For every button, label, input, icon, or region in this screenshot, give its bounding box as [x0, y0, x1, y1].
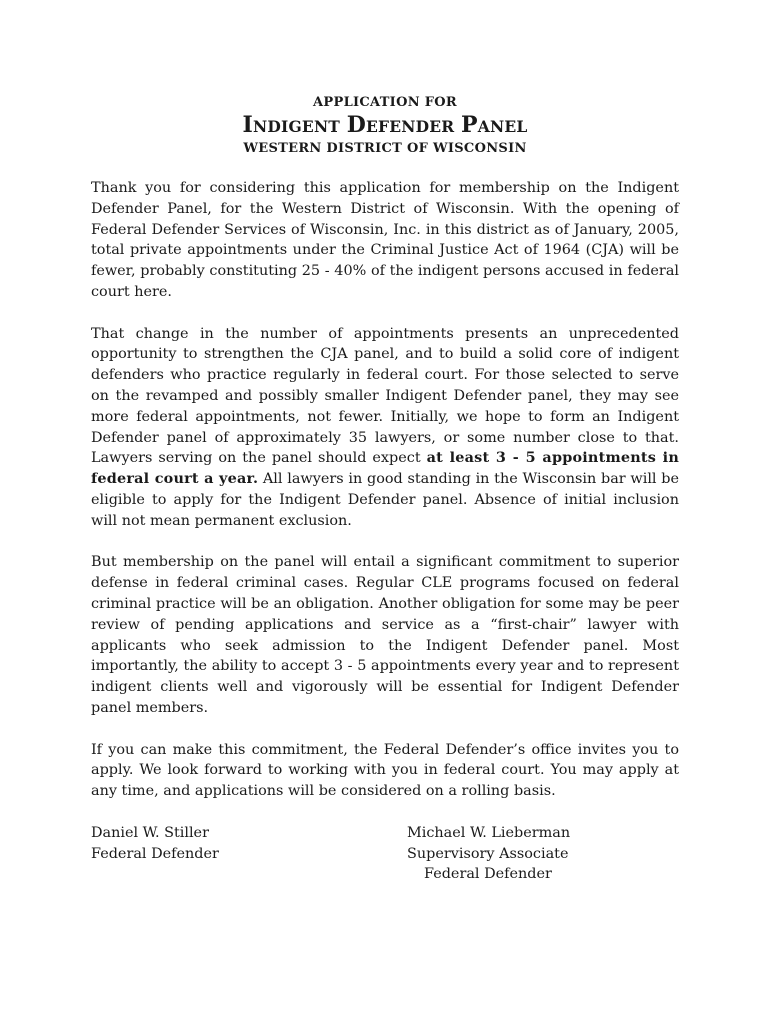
signer-left-title: Federal Defender — [91, 845, 219, 862]
title-word-1-cap: I — [242, 112, 254, 138]
document-page — [91, 94, 679, 885]
opportunity-text-before: That change in the number of appointments presents an unprecedented opportunity to strengthen the CJA panel, and to build a solid core of indigent defenders who practice regularly in federal court. For those selected to serve on the revamped and possibly smaller Indigent Defender panel, they may see more federal appointments, not fewer. Initially, we hope to form an Indigent Defender panel of approximately 35 lawyers, or some number close to that. Lawyers serving on the panel should expect — [91, 325, 679, 467]
signature-left — [91, 823, 407, 885]
title-word-2-rest: EFENDER — [365, 117, 455, 136]
title-word-3-cap: P — [460, 112, 478, 138]
signature-right — [407, 823, 679, 885]
title-block — [91, 94, 679, 158]
district-heading: WESTERN DISTRICT OF WISCONSIN — [243, 141, 527, 156]
signer-left-name: Daniel W. Stiller — [91, 824, 209, 841]
signer-right-title-2: Federal Defender — [424, 866, 552, 883]
title-word-1-rest: NDIGENT — [253, 117, 341, 136]
signer-right-title-1: Supervisory Associate — [407, 845, 569, 862]
appointments-emphasis: at least 3 - 5 appointments in federal court a year. — [91, 449, 680, 488]
invitation-paragraph: If you can make this commitment, the Federal Defender’s office invites you to apply. We look forward to working with you in federal court. You may apply at any time, and applications will be considered on a rolling basis. — [91, 741, 679, 800]
commitment-paragraph: But membership on the panel will entail a significant commitment to superior defense in federal criminal cases. Regular CLE programs focused on federal criminal practice will be an obligation. Another obligation for some may be peer review of pending applications and service as a “first-chair” lawyer with applicants who seek admission to the Indigent Defender panel. Most importantly, the ability to accept 3 - 5 appointments every year and to represent indigent clients well and vigorously will be essential for Indigent Defender panel members. — [91, 554, 679, 716]
opportunity-text-after: All lawyers in good standing in the Wisconsin bar will be eligible to apply for the Indigent Defender panel. Absence of initial inclusion will not mean permanent exclusion. — [91, 471, 680, 529]
signer-right-name: Michael W. Lieberman — [407, 824, 571, 841]
opportunity-paragraph — [91, 324, 679, 532]
panel-title — [91, 112, 679, 140]
signature-block — [91, 823, 679, 885]
title-word-2-cap: D — [346, 112, 366, 138]
application-for-heading: APPLICATION FOR — [313, 95, 457, 110]
intro-paragraph: Thank you for considering this application for membership on the Indigent Defender Panel, for the Western District of Wisconsin. With the opening of Federal Defender Services of Wisconsin, Inc. in this district as of January, 2005, total private appointments under the Criminal Justice Act of 1964 (CJA) will be fewer, probably constituting 25 - 40% of the indigent persons accused in federal court here. — [91, 180, 679, 300]
title-word-3-rest: ANEL — [477, 117, 528, 136]
